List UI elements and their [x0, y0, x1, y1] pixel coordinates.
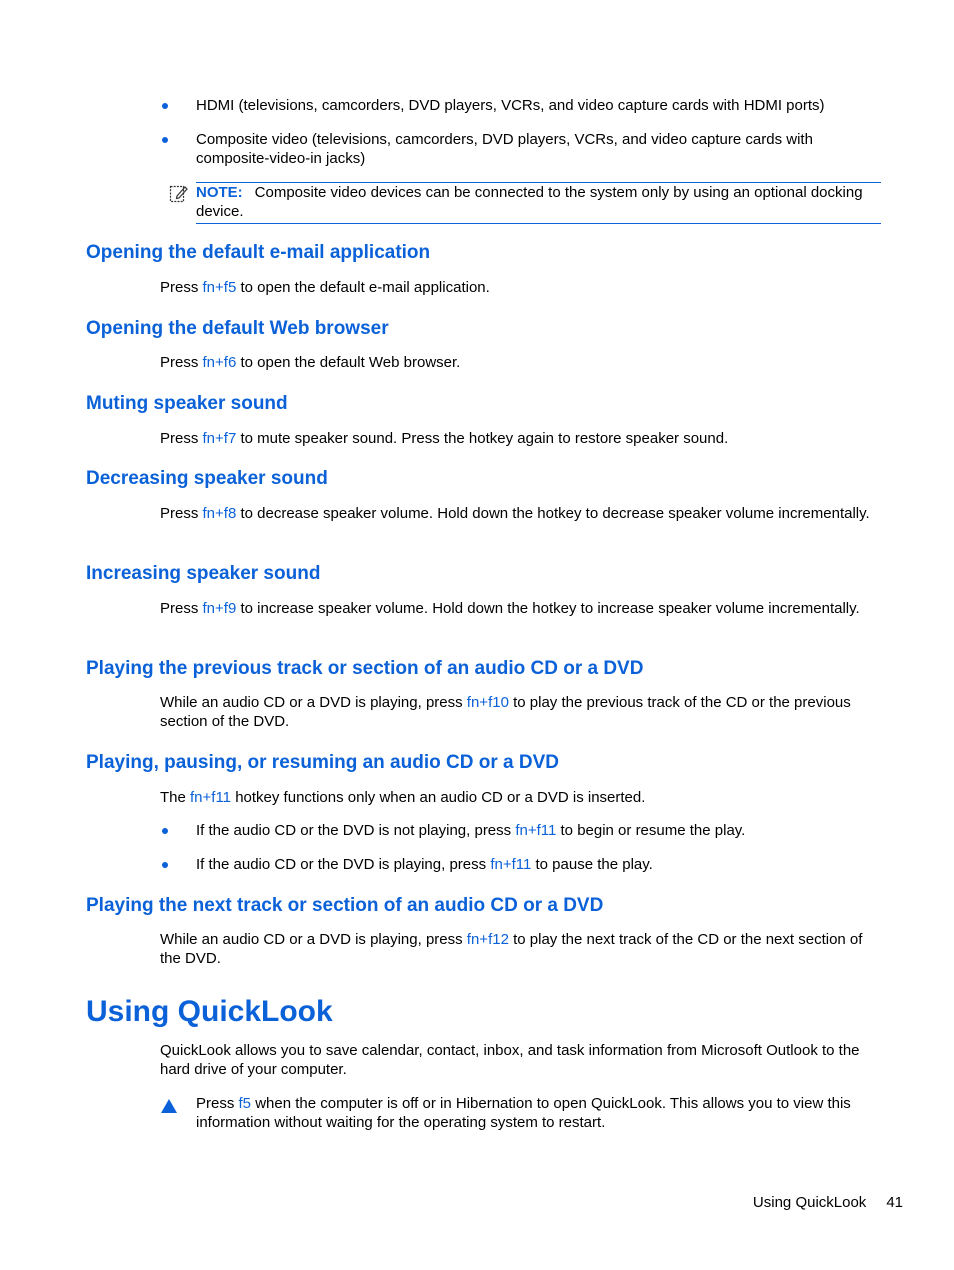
section-text-browser: Press fn+f6 to open the default Web browser.: [160, 354, 461, 371]
quicklook-intro: QuickLook allows you to save calendar, contact, inbox, and task information from Microsoft Outlook to the hard drive of your computer.: [160, 1042, 860, 1078]
bullet-dot-icon: [162, 137, 168, 143]
section-heading-next: Playing the next track or section of an audio CD or a DVD: [86, 895, 604, 916]
page-number: 41: [886, 1194, 903, 1211]
hotkey-fn-f11: fn+f11: [190, 789, 232, 806]
note-pencil-icon: [169, 184, 189, 204]
hotkey-fn-f5: fn+f5: [202, 279, 237, 296]
list-item: If the audio CD or the DVD is not playing, press fn+f11 to begin or resume the play.: [196, 822, 746, 839]
note-text: Composite video devices can be connected to the system only by using an optional docking device.: [196, 184, 863, 220]
section-heading-email: Opening the default e-mail application: [86, 242, 431, 263]
section-text-previous: While an audio CD or a DVD is playing, press fn+f10 to play the previous track of the CD or the previous section of the DVD.: [160, 694, 851, 730]
bullet-dot-icon: [162, 103, 168, 109]
triangle-step-icon: [161, 1099, 177, 1113]
footer-section: Using QuickLook: [752, 1194, 867, 1211]
hotkey-fn-f6: fn+f6: [202, 354, 237, 371]
section-heading-previous: Playing the previous track or section of an audio CD or a DVD: [86, 658, 644, 679]
note: [196, 183, 882, 221]
hotkey-fn-f8: fn+f8: [202, 505, 237, 522]
bullet-dot-icon: [162, 862, 168, 868]
section-text-increase: Press fn+f9 to increase speaker volume. Hold down the hotkey to increase speaker volume incrementally.: [160, 600, 860, 617]
section-heading-mute: Muting speaker sound: [86, 393, 288, 414]
section-heading-increase: Increasing speaker sound: [86, 563, 321, 584]
hotkey-fn-f11: fn+f11: [515, 822, 557, 839]
section-text-email: Press fn+f5 to open the default e-mail application.: [160, 279, 490, 296]
page-footer: [753, 1193, 903, 1212]
section-heading-decrease: Decreasing speaker sound: [86, 468, 328, 489]
section-text-next: While an audio CD or a DVD is playing, press fn+f12 to play the next track of the CD or the next section of the DVD.: [160, 931, 863, 967]
note-label: NOTE:: [196, 184, 243, 201]
list-item: If the audio CD or the DVD is playing, press fn+f11 to pause the play.: [196, 856, 653, 873]
list-item: HDMI (televisions, camcorders, DVD players, VCRs, and video capture cards with HDMI ports): [196, 97, 825, 114]
hotkey-fn-f10: fn+f10: [466, 694, 509, 711]
hotkey-fn-f9: fn+f9: [202, 600, 237, 617]
section-heading-browser: Opening the default Web browser: [86, 318, 389, 339]
hotkey-fn-f12: fn+f12: [466, 931, 509, 948]
section-text-decrease: Press fn+f8 to decrease speaker volume. Hold down the hotkey to decrease speaker volume incrementally.: [160, 505, 870, 522]
hotkey-fn-f11: fn+f11: [490, 856, 532, 873]
section-heading-play: Playing, pausing, or resuming an audio CD or a DVD: [86, 752, 559, 773]
section-text-play: The fn+f11 hotkey functions only when an audio CD or a DVD is inserted.: [160, 789, 646, 806]
list-item: Composite video (televisions, camcorders, DVD players, VCRs, and video capture cards with composite-video-in jacks): [196, 131, 813, 167]
chapter-title: Using QuickLook: [86, 995, 333, 1028]
quicklook-step: Press f5 when the computer is off or in Hibernation to open QuickLook. This allows you to view this information without waiting for the operating system to restart.: [196, 1095, 851, 1131]
section-text-mute: Press fn+f7 to mute speaker sound. Press the hotkey again to restore speaker sound.: [160, 430, 729, 447]
hotkey-f5: f5: [238, 1095, 252, 1112]
bullet-dot-icon: [162, 828, 168, 834]
hotkey-fn-f7: fn+f7: [202, 430, 237, 447]
